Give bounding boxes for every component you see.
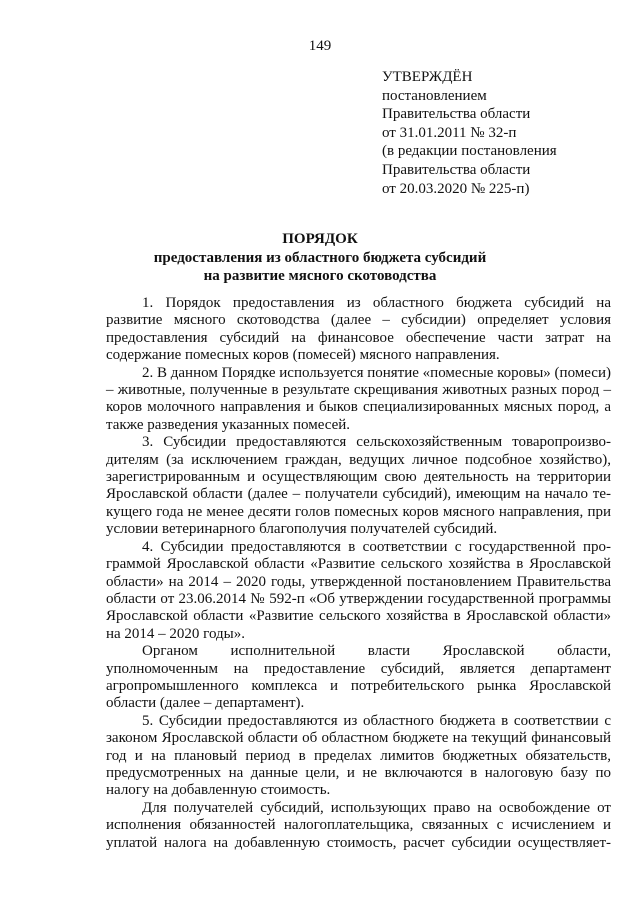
paragraph: 3. Субсидии предоставляются сельскохозяйственным товаропроизводителям (за исключением граждан, ведущих личное подсобное хозяйство), зарегистрированным и осуществляющим свою деятельность на территории Ярославской области (далее – получатели субсидий), имеющим на начало текущего года не менее десяти голов помесных коров мясного направления, при условии ветеринарного благополучия получателей субсидий. — [106, 434, 611, 538]
approval-line: постановлением — [382, 87, 487, 104]
title-line: предоставления из областного бюджета субсидий — [153, 249, 487, 266]
page-number: 149 — [308, 38, 332, 54]
approval-line: УТВЕРЖДЁН — [382, 69, 473, 85]
title-heading: ПОРЯДОК — [282, 231, 358, 247]
document-body — [106, 295, 611, 852]
paragraph: 4. Субсидии предоставляются в соответствии с государственной программой Ярославской области «Развитие сельского хозяйства в Ярославской области» на 2014 – 2020 годы, утвержденной постановлением Правительства области от 23.06.2014 № 592-п «Об утверждении государственной программы Ярославской области «Развитие сельского хозяйства в Ярославской области» на 2014 – 2020 годы». — [106, 538, 611, 642]
title-line: на развитие мясного скотоводства — [203, 268, 437, 284]
approval-line: от 31.01.2011 № 32-п — [382, 124, 517, 141]
paragraph: Органом исполнительной власти Ярославской области, уполномоченным на предоставление субсидий, является департамент агропромышленного комплекса и потребительского рынка Ярославской области (далее – департамент). — [106, 643, 611, 712]
paragraph: 5. Субсидии предоставляются из областного бюджета в соответствии с законом Ярославской области об областном бюджете на текущий финансовый год и на плановый период в пределах лимитов бюджетных обязательств, предусмотренных на данные цели, и не включаются в налоговую базу по налогу на добавленную стоимость. — [106, 712, 611, 799]
approval-stamp — [382, 68, 557, 198]
paragraph: 1. Порядок предоставления из областного бюджета субсидий на развитие мясного скотоводства (далее – субсидии) определяет условия предоставления субсидий на финансовое обеспечение части затрат на содержание помесных коров (помесей) мясного направления. — [106, 295, 611, 364]
document-title — [0, 230, 640, 286]
paragraph: 2. В данном Порядке используется понятие «помесные коровы» (помеси) – животные, полученные в результате скрещивания животных разных пород – коров молочного направления и быков специализированных мясных пород, а также разведения указанных помесей. — [106, 364, 611, 433]
approval-line: Правительства области — [382, 161, 531, 178]
approval-line: (в редакции постановления — [382, 143, 557, 160]
approval-line: Правительства области — [382, 106, 531, 123]
paragraph: Для получателей субсидий, использующих право на освобождение от исполнения обязанностей налогоплательщика, связанных с исчислением и уплатой налога на добавленную стоимость, расчет субсидии осуществляет- — [106, 799, 611, 851]
approval-line: от 20.03.2020 № 225-п) — [382, 180, 530, 197]
